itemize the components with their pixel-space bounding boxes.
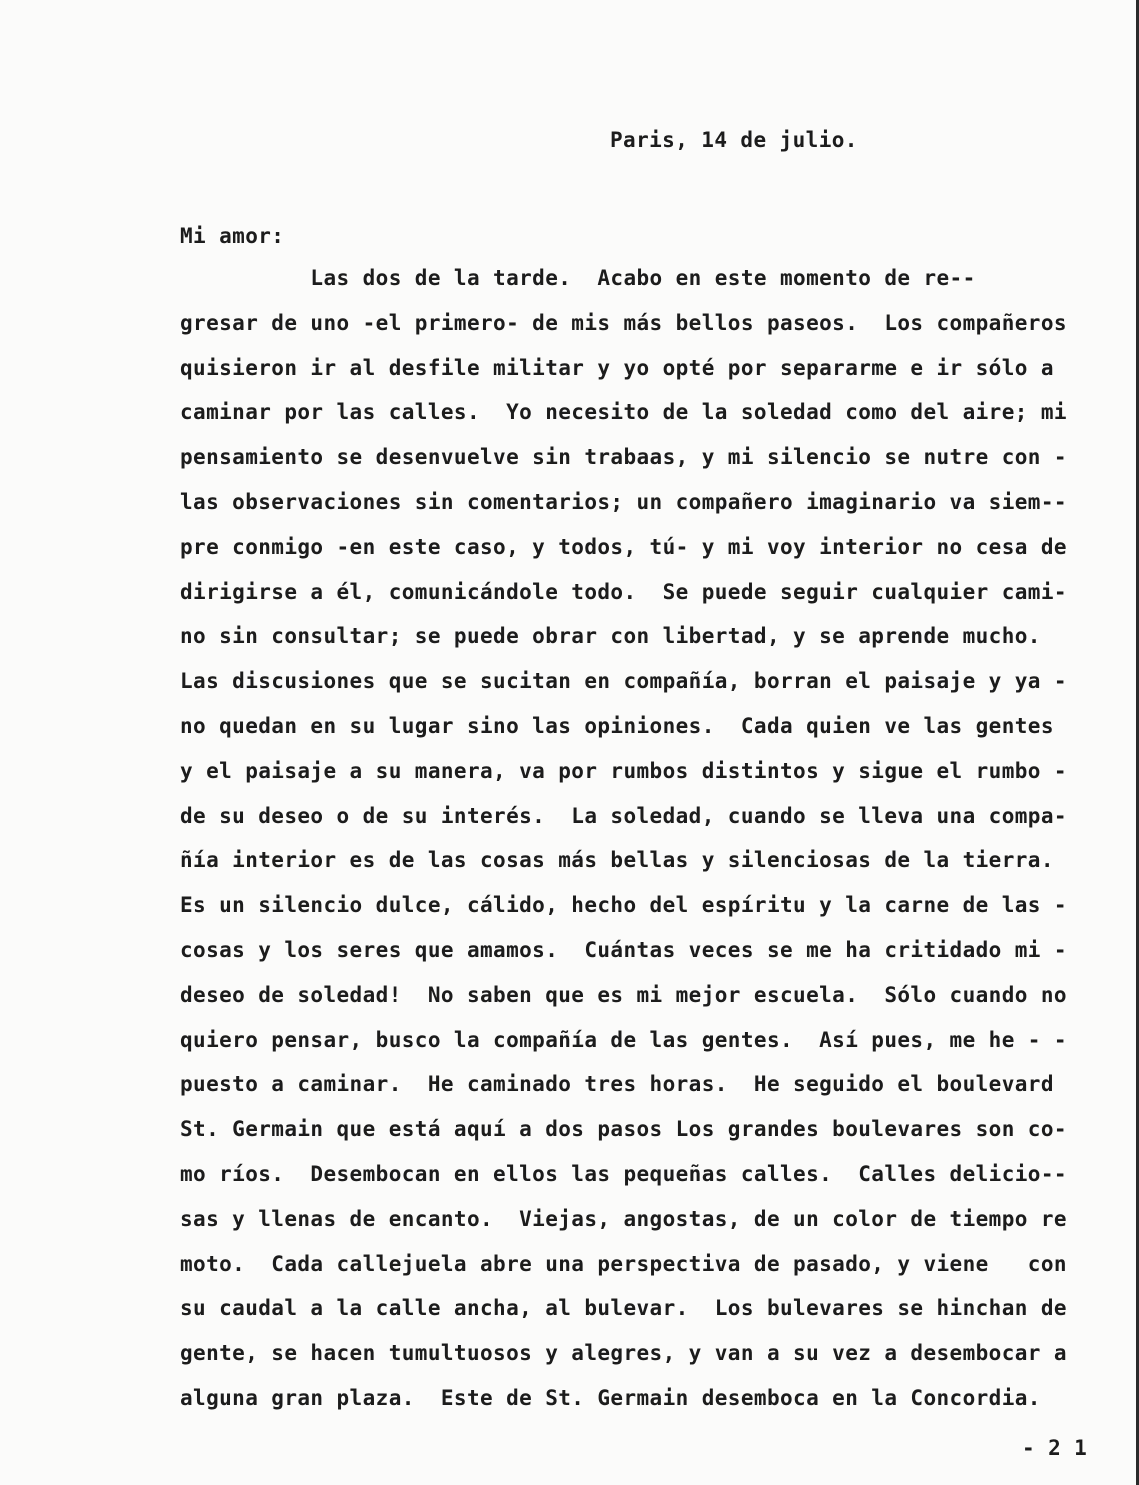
letter-line: no sin consultar; se puede obrar con libertad, y se aprende mucho.	[180, 624, 1041, 649]
letter-line: Las dos de la tarde. Acabo en este momento de re--	[180, 266, 976, 290]
letter-line: sas y llenas de encanto. Viejas, angostas, de un color de tiempo re	[180, 1206, 1067, 1231]
letter-line: pre conmigo -en este caso, y todos, tú- y mi voy interior no cesa de	[180, 534, 1067, 559]
letter-line: Las discusiones que se sucitan en compañía, borran el paisaje y ya -	[180, 669, 1067, 694]
letter-line: de su deseo o de su interés. La soledad, cuando se lleva una compa-	[180, 803, 1067, 828]
letter-line: gente, se hacen tumultuosos y alegres, y van a su vez a desembocar a	[180, 1341, 1067, 1366]
letter-salutation: Mi amor:	[180, 224, 285, 248]
page-number: - 2 1	[1022, 1436, 1088, 1460]
letter-line: caminar por las calles. Yo necesito de la soledad como del aire; mi	[180, 400, 1067, 425]
letter-line: Es un silencio dulce, cálido, hecho del espíritu y la carne de las -	[180, 893, 1067, 918]
letter-line: St. Germain que está aquí a dos pasos Los grandes boulevares son co-	[180, 1117, 1067, 1142]
letter-line: puesto a caminar. He caminado tres horas. He seguido el boulevard	[180, 1072, 1054, 1097]
letter-line: no quedan en su lugar sino las opiniones. Cada quien ve las gentes	[180, 713, 1054, 738]
letter-line: alguna gran plaza. Este de St. Germain desemboca en la Concordia.	[180, 1385, 1041, 1410]
letter-line: cosas y los seres que amamos. Cuántas veces se me ha critidado mi -	[180, 937, 1067, 962]
letter-line: mo ríos. Desembocan en ellos las pequeñas calles. Calles delicio--	[180, 1161, 1067, 1186]
letter-line: y el paisaje a su manera, va por rumbos distintos y sigue el rumbo -	[180, 758, 1067, 783]
letter-dateline: Paris, 14 de julio.	[610, 128, 858, 152]
letter-line: ñía interior es de las cosas más bellas y silenciosas de la tierra.	[180, 848, 1054, 873]
letter-body	[180, 262, 1110, 1427]
letter-line: dirigirse a él, comunicándole todo. Se puede seguir cualquier cami-	[180, 579, 1067, 604]
letter-line: su caudal a la calle ancha, al bulevar. Los bulevares se hinchan de	[180, 1296, 1067, 1321]
letter-line: quiero pensar, busco la compañía de las gentes. Así pues, me he - -	[180, 1027, 1067, 1052]
letter-line: las observaciones sin comentarios; un compañero imaginario va siem--	[180, 489, 1067, 514]
letter-line: moto. Cada callejuela abre una perspectiva de pasado, y viene con	[180, 1251, 1067, 1276]
letter-line: quisieron ir al desfile militar y yo opté por separarme e ir sólo a	[180, 355, 1054, 380]
letter-line: deseo de soledad! No saben que es mi mejor escuela. Sólo cuando no	[180, 982, 1067, 1007]
letter-line: pensamiento se desenvuelve sin trabaas, y mi silencio se nutre con -	[180, 445, 1067, 470]
letter-line: gresar de uno -el primero- de mis más bellos paseos. Los compañeros	[180, 310, 1067, 335]
